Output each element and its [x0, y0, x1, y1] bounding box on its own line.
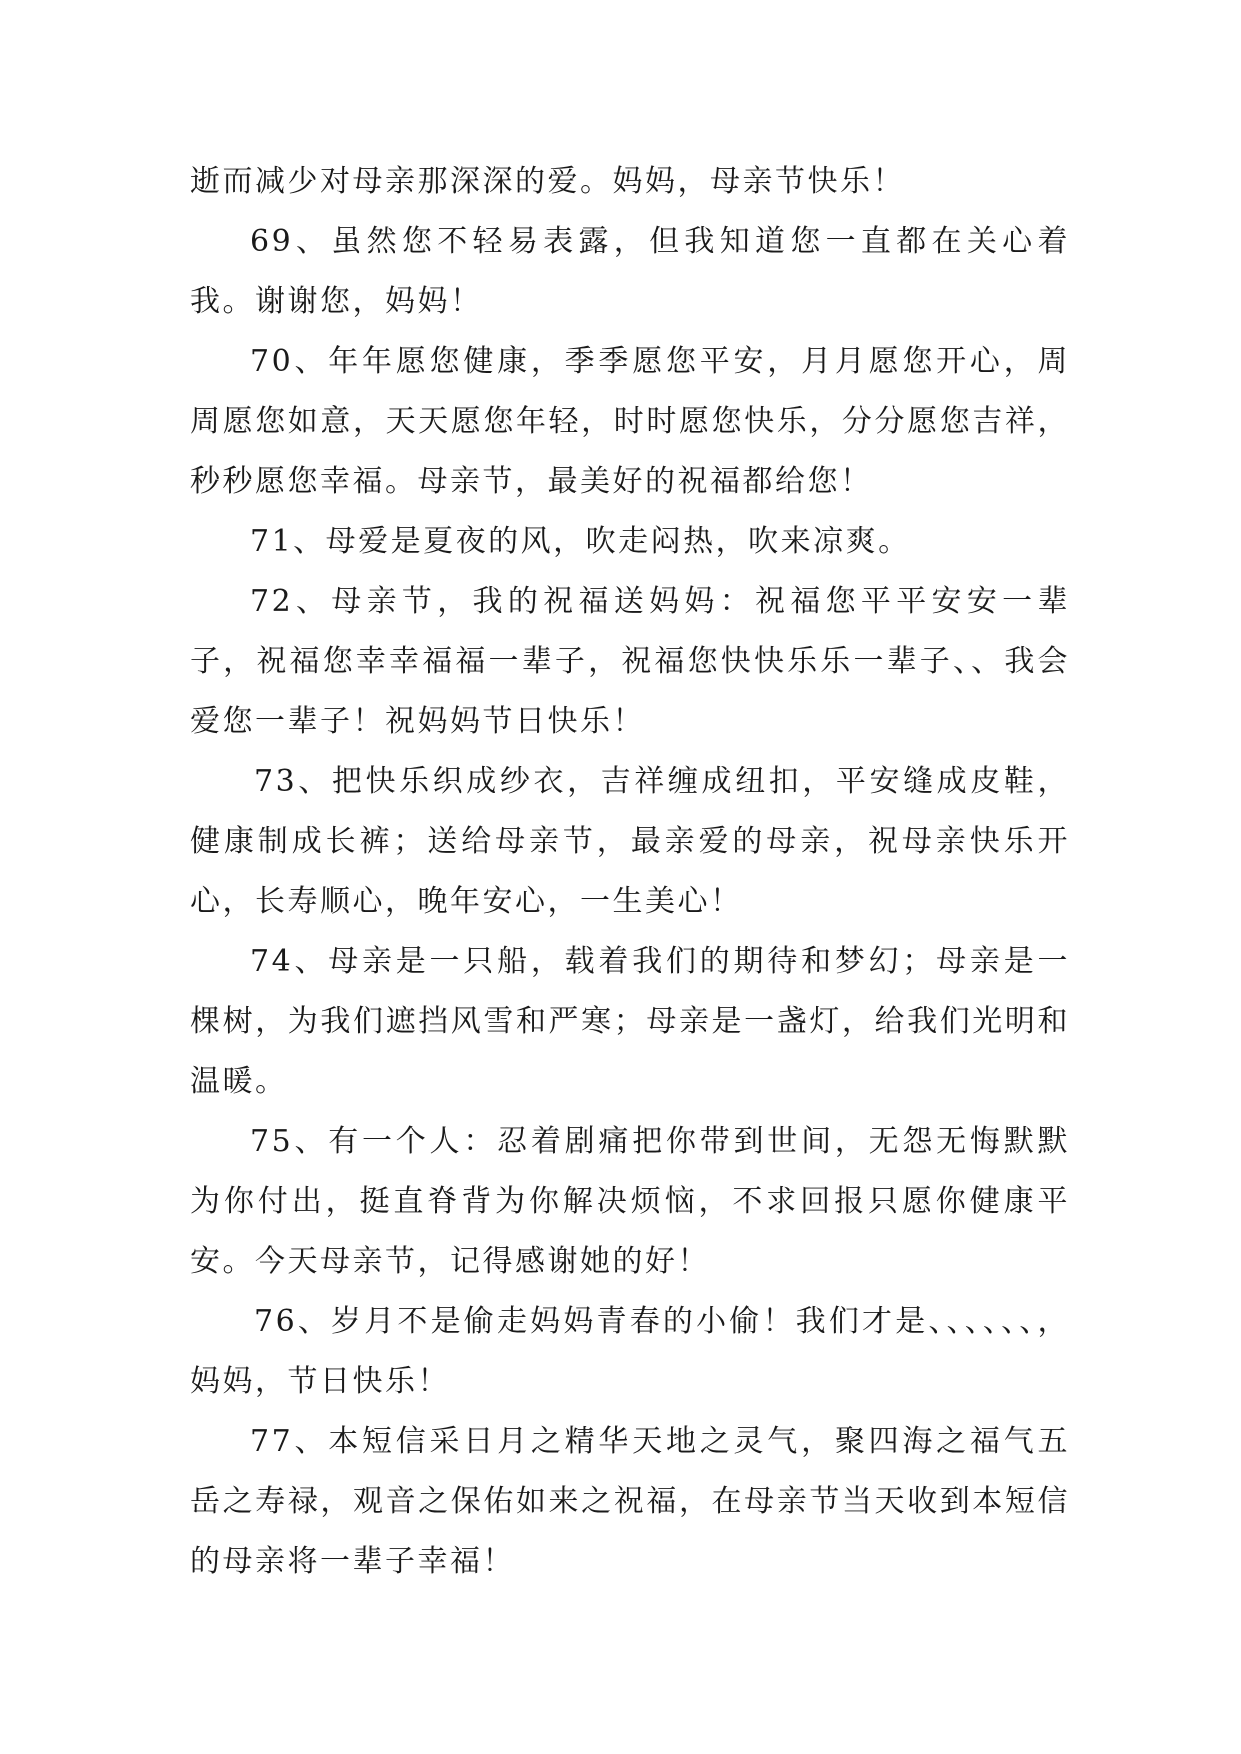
paragraph-72: 72、母亲节，我的祝福送妈妈：祝福您平平安安一辈子，祝福您幸幸福福一辈子，祝福您快快乐乐一辈子、、我会爱您一辈子！祝妈妈节日快乐！ — [190, 584, 1070, 739]
paragraph-76: 76、岁月不是偷走妈妈青春的小偷！我们才是、、、、、、，妈妈，节日快乐！ — [190, 1304, 1070, 1399]
paragraph-68-continuation: 逝而减少对母亲那深深的爱。妈妈，母亲节快乐！ — [190, 164, 905, 199]
paragraph-73: 73、把快乐织成纱衣，吉祥缠成纽扣，平安缝成皮鞋，健康制成长裤；送给母亲节，最亲爱的母亲，祝母亲快乐开心，长寿顺心，晚年安心，一生美心！ — [190, 764, 1070, 919]
paragraph-70: 70、年年愿您健康，季季愿您平安，月月愿您开心，周周愿您如意，天天愿您年轻，时时愿您快乐，分分愿您吉祥，秒秒愿您幸福。母亲节，最美好的祝福都给您！ — [190, 344, 1070, 499]
document-body — [190, 152, 1070, 1592]
paragraph-74: 74、母亲是一只船，载着我们的期待和梦幻；母亲是一棵树，为我们遮挡风雪和严寒；母亲是一盏灯，给我们光明和温暖。 — [190, 944, 1070, 1099]
paragraph-77: 77、本短信采日月之精华天地之灵气，聚四海之福气五岳之寿禄，观音之保佑如来之祝福，在母亲节当天收到本短信的母亲将一辈子幸福！ — [190, 1424, 1070, 1579]
paragraph-69: 69、虽然您不轻易表露，但我知道您一直都在关心着我。谢谢您，妈妈！ — [190, 224, 1070, 319]
paragraph-71: 71、母爱是夏夜的风，吹走闷热，吹来凉爽。 — [250, 524, 911, 559]
paragraph-75: 75、有一个人：忍着剧痛把你带到世间，无怨无悔默默为你付出，挺直脊背为你解决烦恼，不求回报只愿你健康平安。今天母亲节，记得感谢她的好！ — [190, 1124, 1070, 1279]
